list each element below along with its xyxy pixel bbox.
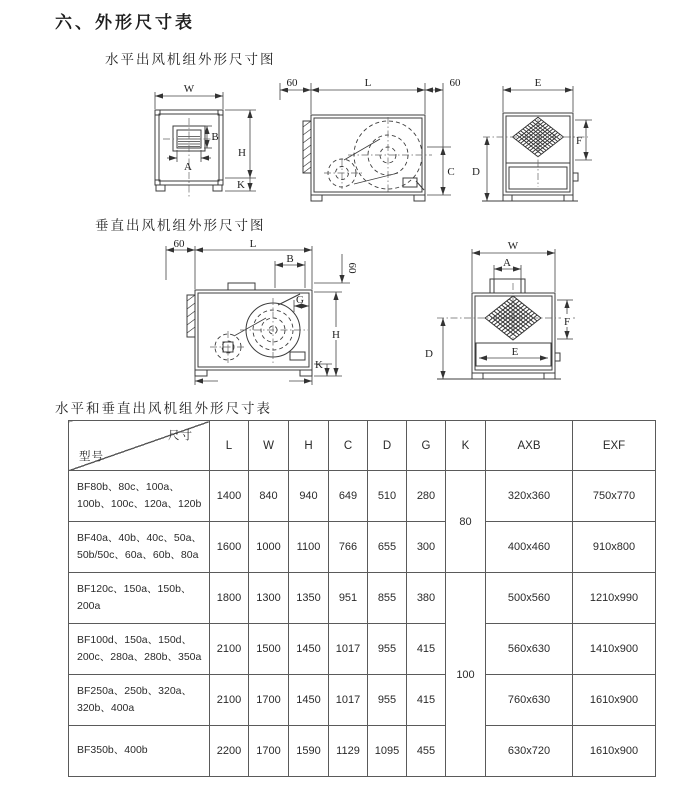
dim-label-l: L <box>249 238 257 250</box>
cell-d: 855 <box>368 573 407 624</box>
col-header-g: G <box>407 421 446 471</box>
dim-label-b: B <box>211 131 219 143</box>
cell-w: 1000 <box>249 522 289 573</box>
dim-label-60-right: 60 <box>346 262 358 274</box>
cell-w: 1700 <box>249 675 289 726</box>
cell-h: 1350 <box>289 573 329 624</box>
cell-axb: 560x630 <box>486 624 573 675</box>
horizontal-section-title: 水平出风机组外形尺寸图 <box>105 52 276 67</box>
cell-l: 1400 <box>210 471 249 522</box>
cell-h: 1450 <box>289 675 329 726</box>
cell-exf: 1210x990 <box>573 573 656 624</box>
col-header-k: K <box>446 421 486 471</box>
dimension-arrows <box>440 250 569 379</box>
col-header-l: L <box>210 421 249 471</box>
col-header-axb: AXB <box>486 421 573 471</box>
col-header-d: D <box>368 421 407 471</box>
header-row <box>69 421 656 471</box>
vertical-side-view-diagram <box>128 238 373 393</box>
dim-label-d: D <box>425 348 433 360</box>
cell-c: 649 <box>329 471 368 522</box>
cell-l: 1600 <box>210 522 249 573</box>
cell-h: 1590 <box>289 726 329 777</box>
cell-g: 415 <box>407 624 446 675</box>
cell-g: 455 <box>407 726 446 777</box>
col-header-h: H <box>289 421 329 471</box>
col-header-c: C <box>329 421 368 471</box>
cell-l: 1800 <box>210 573 249 624</box>
cell-w: 1700 <box>249 726 289 777</box>
dim-label-f: F <box>563 316 571 328</box>
table-row <box>69 522 656 573</box>
horizontal-front-view-diagram <box>125 78 270 208</box>
cell-l: 2200 <box>210 726 249 777</box>
dim-label-w: W <box>183 83 195 95</box>
corner-label-model: 型号 <box>79 451 104 463</box>
dim-label-w: W <box>507 240 519 252</box>
cell-k-merged-lower: 100 <box>446 573 486 777</box>
cell-w: 840 <box>249 471 289 522</box>
dim-label-l: L <box>364 77 372 89</box>
cell-h: 1450 <box>289 624 329 675</box>
table-row <box>69 573 656 624</box>
model-cell: BF120c、150a、150b、200a <box>69 573 210 624</box>
corner-label-dimension: 尺寸 <box>168 430 193 442</box>
vertical-end-view-diagram <box>415 235 645 395</box>
cell-c: 1017 <box>329 675 368 726</box>
table-title: 水平和垂直出风机组外形尺寸表 <box>55 401 272 416</box>
cell-g: 415 <box>407 675 446 726</box>
cell-exf: 1610x900 <box>573 726 656 777</box>
dim-label-e: E <box>534 77 542 89</box>
dim-label-c: C <box>447 166 455 178</box>
cell-d: 655 <box>368 522 407 573</box>
dim-label-60-right: 60 <box>449 77 461 89</box>
cell-exf: 1410x900 <box>573 624 656 675</box>
model-cell: BF350b、400b <box>69 726 210 777</box>
dim-label-d: D <box>472 166 480 178</box>
cell-d: 955 <box>368 624 407 675</box>
cabinet-outline <box>303 115 425 201</box>
dim-label-a: A <box>503 257 511 269</box>
cell-g: 380 <box>407 573 446 624</box>
cabinet-outline <box>187 283 312 376</box>
cell-d: 1095 <box>368 726 407 777</box>
cell-w: 1500 <box>249 624 289 675</box>
dimensions-table <box>68 420 656 777</box>
cabinet-outline <box>482 113 578 201</box>
col-header-w: W <box>249 421 289 471</box>
dim-label-e: E <box>511 346 519 358</box>
col-header-exf: EXF <box>573 421 656 471</box>
cell-axb: 320x360 <box>486 471 573 522</box>
cell-axb: 760x630 <box>486 675 573 726</box>
table-row <box>69 726 656 777</box>
cell-k-merged-upper: 80 <box>446 471 486 573</box>
model-cell: BF40a、40b、40c、50a、50b/50c、60a、60b、80a <box>69 522 210 573</box>
cell-l: 2100 <box>210 675 249 726</box>
cell-d: 510 <box>368 471 407 522</box>
cell-c: 766 <box>329 522 368 573</box>
dim-label-k: K <box>315 359 323 371</box>
inlet-hatch <box>303 121 311 173</box>
dim-label-60-left: 60 <box>286 77 298 89</box>
horizontal-side-view-diagram <box>270 75 465 210</box>
cell-axb: 630x720 <box>486 726 573 777</box>
cell-c: 1129 <box>329 726 368 777</box>
page-title: 六、外形尺寸表 <box>55 13 195 32</box>
model-cell: BF80b、80c、100a、100b、100c、120a、120b <box>69 471 210 522</box>
cell-axb: 500x560 <box>486 573 573 624</box>
cell-l: 2100 <box>210 624 249 675</box>
dim-label-k: K <box>237 179 245 191</box>
dimension-arrows <box>155 93 253 191</box>
dim-label-h: H <box>238 147 246 159</box>
dim-label-h: H <box>332 329 340 341</box>
cell-c: 1017 <box>329 624 368 675</box>
cell-g: 280 <box>407 471 446 522</box>
cell-h: 1100 <box>289 522 329 573</box>
cell-g: 300 <box>407 522 446 573</box>
dim-label-60-left: 60 <box>173 238 185 250</box>
cell-exf: 1610x900 <box>573 675 656 726</box>
inlet-hatch <box>187 295 195 333</box>
cell-axb: 400x460 <box>486 522 573 573</box>
horizontal-end-view-diagram <box>468 75 653 210</box>
dim-label-a: A <box>184 161 192 173</box>
dim-label-b: B <box>286 253 294 265</box>
dim-label-g: G <box>296 294 304 306</box>
model-cell: BF100d、150a、150d、200c、280a、280b、350a <box>69 624 210 675</box>
table-row <box>69 471 656 522</box>
cell-w: 1300 <box>249 573 289 624</box>
vertical-section-title: 垂直出风机组外形尺寸图 <box>95 218 266 233</box>
cell-exf: 910x800 <box>573 522 656 573</box>
table-row <box>69 624 656 675</box>
cell-h: 940 <box>289 471 329 522</box>
model-cell: BF250a、250b、320a、320b、400a <box>69 675 210 726</box>
fan-impeller <box>215 310 293 360</box>
cell-c: 951 <box>329 573 368 624</box>
table-row <box>69 675 656 726</box>
cell-exf: 750x770 <box>573 471 656 522</box>
centerlines <box>324 117 432 193</box>
dim-label-f: F <box>575 135 583 147</box>
cell-d: 955 <box>368 675 407 726</box>
corner-header-cell <box>69 421 210 471</box>
